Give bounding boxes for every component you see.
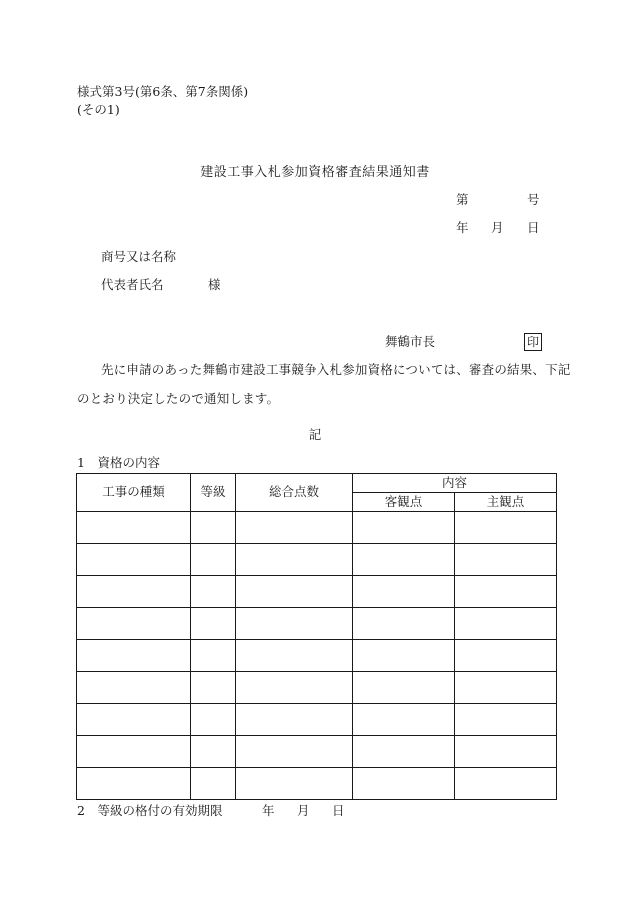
- expiry-year: 年: [262, 803, 275, 818]
- table-cell-total[interactable]: [236, 608, 353, 640]
- table-cell-objective[interactable]: [353, 736, 455, 768]
- table-cell-objective[interactable]: [353, 640, 455, 672]
- col-header-type: 工事の種類: [77, 474, 191, 512]
- form-subnumber: (その1): [77, 102, 120, 117]
- section-2-heading: 2 等級の格付の有効期限: [77, 803, 223, 818]
- table-cell-total[interactable]: [236, 512, 353, 544]
- table-cell-grade[interactable]: [191, 512, 236, 544]
- doc-number-suffix: 号: [527, 192, 540, 207]
- table-cell-subjective[interactable]: [455, 640, 557, 672]
- table-row: [77, 704, 557, 736]
- col-header-objective: 客観点: [353, 493, 455, 512]
- table-cell-total[interactable]: [236, 544, 353, 576]
- body-text-line-2: のとおり決定したので通知します。: [77, 391, 280, 406]
- issuer-title: 舞鶴市長: [385, 334, 436, 349]
- table-cell-total[interactable]: [236, 640, 353, 672]
- table-cell-grade[interactable]: [191, 544, 236, 576]
- table-cell-type[interactable]: [77, 576, 191, 608]
- col-header-subjective: 主観点: [455, 493, 557, 512]
- table-cell-subjective[interactable]: [455, 704, 557, 736]
- recipient-rep-label: 代表者氏名: [101, 277, 164, 292]
- table-cell-subjective[interactable]: [455, 576, 557, 608]
- table-cell-total[interactable]: [236, 672, 353, 704]
- table-cell-total[interactable]: [236, 704, 353, 736]
- table-cell-grade[interactable]: [191, 736, 236, 768]
- table-cell-type[interactable]: [77, 768, 191, 800]
- qualification-table: [76, 473, 557, 800]
- table-cell-total[interactable]: [236, 736, 353, 768]
- ki-heading: 記: [308, 427, 322, 442]
- form-number: 様式第3号(第6条、第7条関係): [77, 84, 249, 99]
- table-row: [77, 672, 557, 704]
- table-cell-grade[interactable]: [191, 768, 236, 800]
- table-cell-total[interactable]: [236, 576, 353, 608]
- table-row: [77, 608, 557, 640]
- recipient-name-label: 商号又は名称: [101, 249, 177, 264]
- table-cell-type[interactable]: [77, 640, 191, 672]
- table-cell-type[interactable]: [77, 736, 191, 768]
- seal-mark: 印: [524, 333, 542, 351]
- table-row: [77, 576, 557, 608]
- table-row: [77, 640, 557, 672]
- table-cell-subjective[interactable]: [455, 544, 557, 576]
- table-row: [77, 736, 557, 768]
- table-cell-grade[interactable]: [191, 608, 236, 640]
- table-cell-objective[interactable]: [353, 544, 455, 576]
- table-cell-objective[interactable]: [353, 608, 455, 640]
- table-cell-subjective[interactable]: [455, 672, 557, 704]
- col-header-grade: 等級: [191, 474, 236, 512]
- table-cell-type[interactable]: [77, 512, 191, 544]
- table-cell-grade[interactable]: [191, 640, 236, 672]
- table-header-row: [77, 474, 557, 493]
- table-cell-type[interactable]: [77, 608, 191, 640]
- date-day: 日: [527, 220, 540, 235]
- date-month: 月: [491, 220, 504, 235]
- table-cell-grade[interactable]: [191, 576, 236, 608]
- table-row: [77, 768, 557, 800]
- table-cell-objective[interactable]: [353, 672, 455, 704]
- document-title: 建設工事入札参加資格審査結果通知書: [200, 165, 430, 180]
- col-header-total: 総合点数: [236, 474, 353, 512]
- table-cell-total[interactable]: [236, 768, 353, 800]
- table-cell-subjective[interactable]: [455, 512, 557, 544]
- section-1-heading: 1 資格の内容: [77, 455, 160, 470]
- table-cell-type[interactable]: [77, 544, 191, 576]
- table-cell-objective[interactable]: [353, 512, 455, 544]
- recipient-honorific: 様: [208, 277, 221, 292]
- date-year: 年: [456, 220, 469, 235]
- expiry-day: 日: [332, 803, 345, 818]
- expiry-month: 月: [297, 803, 310, 818]
- table-cell-subjective[interactable]: [455, 768, 557, 800]
- table-cell-type[interactable]: [77, 704, 191, 736]
- table-row: [77, 544, 557, 576]
- table-cell-objective[interactable]: [353, 576, 455, 608]
- table-row: [77, 512, 557, 544]
- body-text-line-1: 先に申請のあった舞鶴市建設工事競争入札参加資格については、審査の結果、下記: [101, 362, 571, 377]
- doc-number-prefix: 第: [456, 192, 469, 207]
- table-cell-objective[interactable]: [353, 768, 455, 800]
- table-cell-type[interactable]: [77, 672, 191, 704]
- table-cell-subjective[interactable]: [455, 736, 557, 768]
- table-cell-grade[interactable]: [191, 704, 236, 736]
- table-cell-objective[interactable]: [353, 704, 455, 736]
- table-cell-grade[interactable]: [191, 672, 236, 704]
- table-cell-subjective[interactable]: [455, 608, 557, 640]
- col-header-content: 内容: [353, 474, 557, 493]
